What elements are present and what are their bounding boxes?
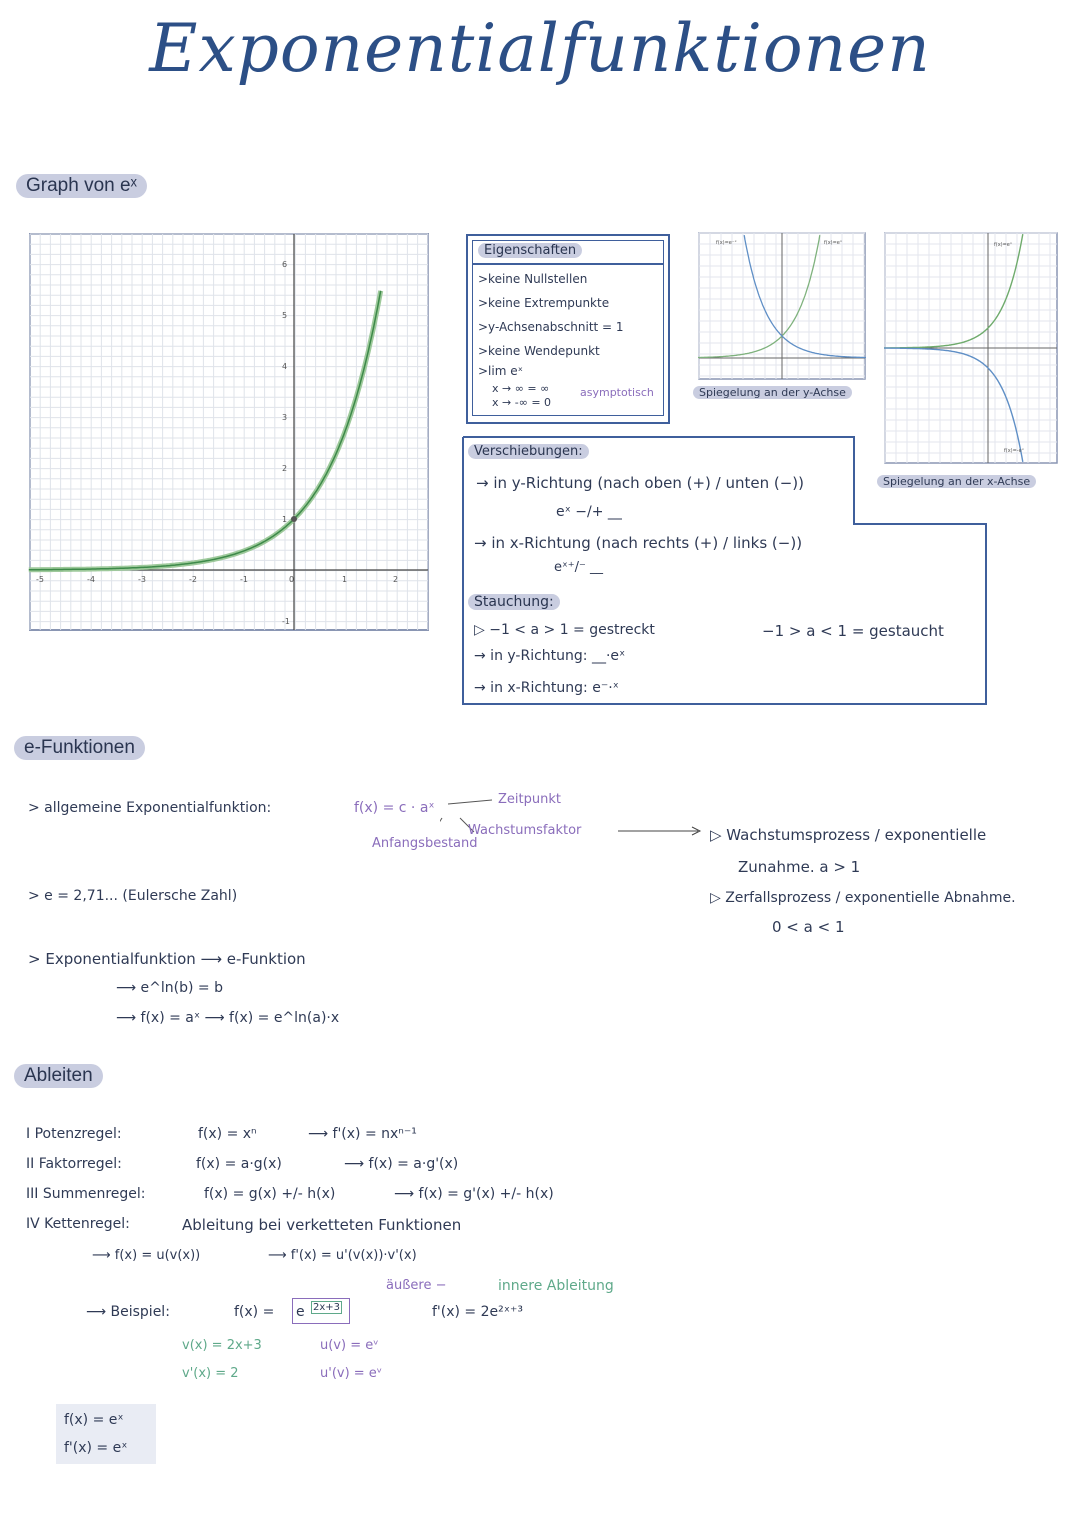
point-0-1 (291, 516, 297, 522)
stauchung-x: → in x-Richtung: e⁻·ˣ (474, 680, 619, 696)
x-tick-label: 0 (289, 575, 295, 584)
mini-graph-x-reflection (884, 232, 1058, 464)
x-tick-label: 1 (342, 575, 348, 584)
section-efunktionen: e-Funktionen (14, 736, 145, 760)
rule-potenz-label: I Potenzregel: (26, 1126, 122, 1142)
euler: > e = 2,71... (Eulersche Zahl) (28, 888, 238, 904)
rule-kette-text: Ableitung bei verketteten Funktionen (182, 1216, 462, 1234)
zerfall: ▷ Zerfallsprozess / exponentielle Abnahme. (710, 890, 1016, 906)
rule-faktor-label: II Faktorregel: (26, 1156, 122, 1172)
x-tick-label: -3 (138, 575, 146, 584)
verschiebung-x: → in x-Richtung (nach rechts (+) / links (−)) (474, 534, 803, 552)
mini-graph-y-reflection (698, 232, 866, 380)
rule-kette-label: IV Kettenregel: (26, 1216, 130, 1232)
ln-identity: ⟶ e^ln(b) = b (116, 980, 223, 996)
v-deriv: v'(x) = 2 (182, 1366, 239, 1381)
kette-f: ⟶ f(x) = u(v(x)) (92, 1248, 201, 1263)
mini2-label-bottom: f(x)=-eˣ (1004, 448, 1024, 454)
beispiel-exp-box (292, 1298, 350, 1324)
beispiel-e: e (296, 1304, 305, 1320)
v-def: v(x) = 2x+3 (182, 1338, 262, 1353)
rule-summe-label: III Summenregel: (26, 1186, 146, 1202)
summary-fprime: f'(x) = eˣ (64, 1440, 128, 1456)
allg-exp: > allgemeine Exponentialfunktion: (28, 800, 272, 816)
eigenschaften-box (466, 234, 670, 424)
spiegelung-x-label: Spiegelung an der x-Achse (877, 475, 1036, 488)
label-anfang: Anfangsbestand (372, 836, 478, 851)
y-tick-label: -1 (282, 617, 290, 626)
x-tick-label: -5 (36, 575, 44, 584)
wachstumsprozess: ▷ Wachstumsprozess / exponentielle (710, 826, 987, 844)
y-tick-label: 5 (282, 311, 288, 320)
y-tick-label: 3 (282, 413, 288, 422)
verschiebung-y: → in y-Richtung (nach oben (+) / unten (−)) (476, 474, 804, 492)
eig-lim1: x → ∞ = ∞ (492, 382, 550, 395)
eig-item-2: >keine Extrempunkte (478, 296, 610, 310)
summary-box (56, 1404, 156, 1464)
eig-item-3: >y-Achsenabschnitt = 1 (478, 320, 624, 334)
verschiebung-x-formula: eˣ⁺/⁻ __ (554, 560, 604, 575)
label-aeussere: äußere − (386, 1278, 447, 1293)
eig-item-1: >keine Nullstellen (478, 272, 588, 286)
zunahme: Zunahme. a > 1 (738, 858, 861, 876)
mini1-label-left: f(x)=e⁻ˣ (716, 240, 737, 246)
stauchung-gestaucht: −1 > a < 1 = gestaucht (762, 622, 944, 640)
eig-item-4: >keine Wendepunkt (478, 344, 600, 358)
kette-d: ⟶ f'(x) = u'(v(x))·v'(x) (268, 1248, 417, 1263)
rule-potenz-f: f(x) = xⁿ (198, 1126, 257, 1142)
y-tick-label: 1 (282, 515, 288, 524)
mini2-label-top: f(x)=eˣ (994, 242, 1013, 248)
eigenschaften-heading: Eigenschaften (478, 243, 582, 258)
x-tick-label: -2 (189, 575, 197, 584)
y-tick-label: 4 (282, 362, 288, 371)
zerfall-cond: 0 < a < 1 (772, 918, 845, 936)
y-tick-label: 6 (282, 260, 288, 269)
graph-e-x (28, 232, 430, 632)
x-tick-label: 2 (393, 575, 399, 584)
eig-lim2: x → -∞ = 0 (492, 396, 552, 409)
page-title: Exponentialfunktionen (149, 10, 931, 87)
stauchung-y: → in y-Richtung: __·eˣ (474, 648, 626, 664)
stauchung-heading: Stauchung: (468, 594, 560, 610)
section-ableiten: Ableiten (14, 1064, 103, 1088)
expo-to-e: > Exponentialfunktion ⟶ e-Funktion (28, 950, 306, 968)
rule-summe-f: f(x) = g(x) +/- h(x) (204, 1186, 336, 1202)
section-graph: Graph von eˣ (16, 174, 147, 198)
x-tick-label: -1 (240, 575, 248, 584)
spiegelung-y-label: Spiegelung an der y-Achse (693, 386, 852, 399)
u-deriv: u'(v) = eᵛ (320, 1366, 383, 1381)
verschiebungen-heading: Verschiebungen: (468, 444, 589, 459)
beispiel-f: f(x) = (234, 1304, 275, 1320)
label-wachstum: Wachstumsfaktor (468, 823, 582, 838)
y-tick-label: 2 (282, 464, 288, 473)
label-innere: innere Ableitung (498, 1278, 614, 1294)
rule-faktor-f: f(x) = a·g(x) (196, 1156, 282, 1172)
beispiel-label: ⟶ Beispiel: (86, 1304, 170, 1320)
allg-formula: f(x) = c · aˣ (354, 800, 435, 816)
u-def: u(v) = eᵛ (320, 1338, 379, 1353)
mini1-label-right: f(x)=eˣ (824, 240, 843, 246)
beispiel-derivative: f'(x) = 2e²ˣ⁺³ (432, 1304, 523, 1320)
ln-transform: ⟶ f(x) = aˣ ⟶ f(x) = e^ln(a)·x (116, 1010, 340, 1026)
rule-summe-d: ⟶ f(x) = g'(x) +/- h(x) (394, 1186, 554, 1202)
rule-faktor-d: ⟶ f(x) = a·g'(x) (344, 1156, 459, 1172)
eig-item-5: >lim eˣ (478, 364, 523, 378)
eig-asym: asymptotisch (580, 386, 654, 399)
x-tick-label: -4 (87, 575, 95, 584)
arrow-wachstum (616, 824, 706, 838)
verschiebung-y-formula: eˣ −/+ __ (556, 504, 622, 520)
summary-f: f(x) = eˣ (64, 1412, 124, 1428)
beispiel-exponent: 2x+3 (313, 1302, 341, 1313)
stauchung-gestreckt: ▷ −1 < a > 1 = gestreckt (474, 622, 655, 638)
label-zeitpunkt: Zeitpunkt (498, 792, 561, 807)
rule-potenz-d: ⟶ f'(x) = nxⁿ⁻¹ (308, 1126, 417, 1142)
